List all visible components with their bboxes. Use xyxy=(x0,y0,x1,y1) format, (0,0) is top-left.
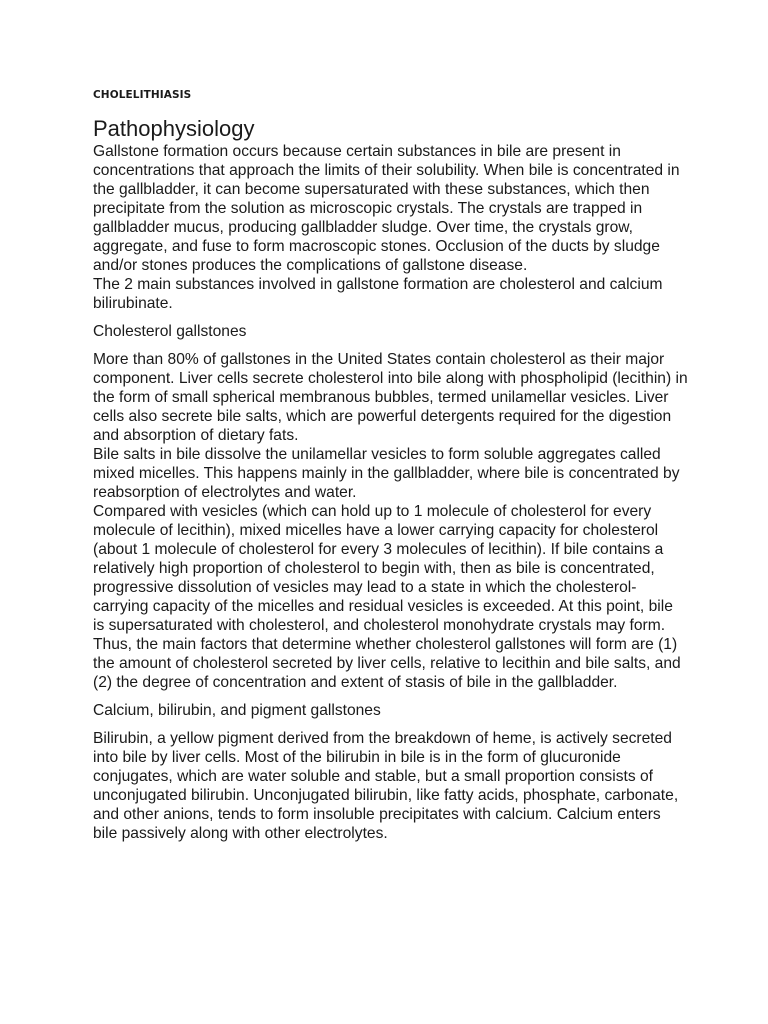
cholesterol-paragraph: Thus, the main factors that determine whether cholesterol gallstones will form are (1) the amount of cholesterol secreted by liver cells, relative to lecithin and bile salts, and (2) the degree of concentration and extent of stasis of bile in the gallbladder. xyxy=(93,636,681,691)
subsection-title-cholesterol: Cholesterol gallstones xyxy=(93,323,247,340)
document-page xyxy=(93,88,688,843)
cholesterol-paragraph: More than 80% of gallstones in the United States contain cholesterol as their major component. Liver cells secrete cholesterol into bile along with phospholipid (lecithin) in the form of small spherical membranous bubbles, termed unilamellar vesicles. Liver cells also secrete bile salts, which are powerful detergents required for the digestion and absorption of dietary fats. xyxy=(93,351,688,444)
intro-paragraph: The 2 main substances involved in gallstone formation are cholesterol and calcium bilirubinate. xyxy=(93,276,663,312)
cholesterol-paragraph: Compared with vesicles (which can hold up to 1 molecule of cholesterol for every molecule of lecithin), mixed micelles have a lower carrying capacity for cholesterol (about 1 molecule of cholesterol for every 3 molecules of lecithin). If bile contains a relatively high proportion of cholesterol to begin with, then as bile is concentrated, progressive dissolution of vesicles may lead to a state in which the cholesterol-carrying capacity of the micelles and residual vesicles is exceeded. At this point, bile is supersaturated with cholesterol, and cholesterol monohydrate crystals may form. xyxy=(93,503,673,634)
pigment-paragraph: Bilirubin, a yellow pigment derived from the breakdown of heme, is actively secreted into bile by liver cells. Most of the bilirubin in bile is in the form of glucuronide conjugates, which are water soluble and stable, but a small proportion consists of unconjugated bilirubin. Unconjugated bilirubin, like fatty acids, phosphate, carbonate, and other anions, tends to form insoluble precipitates with calcium. Calcium enters bile passively along with other electrolytes. xyxy=(93,730,679,842)
cholesterol-paragraph: Bile salts in bile dissolve the unilamellar vesicles to form soluble aggregates called mixed micelles. This happens mainly in the gallbladder, where bile is concentrated by reabsorption of electrolytes and water. xyxy=(93,446,680,501)
intro-paragraph: Gallstone formation occurs because certain substances in bile are present in concentrations that approach the limits of their solubility. When bile is concentrated in the gallbladder, it can become supersaturated with these substances, which then precipitate from the solution as microscopic crystals. The crystals are trapped in gallbladder mucus, producing gallbladder sludge. Over time, the crystals grow, aggregate, and fuse to form macroscopic stones. Occlusion of the ducts by sludge and/or stones produces the complications of gallstone disease. xyxy=(93,143,680,274)
subsection-title-pigment: Calcium, bilirubin, and pigment gallstones xyxy=(93,702,381,719)
section-heading-pathophysiology: Pathophysiology xyxy=(93,116,255,141)
document-label: CHOLELITHIASIS xyxy=(93,89,192,101)
